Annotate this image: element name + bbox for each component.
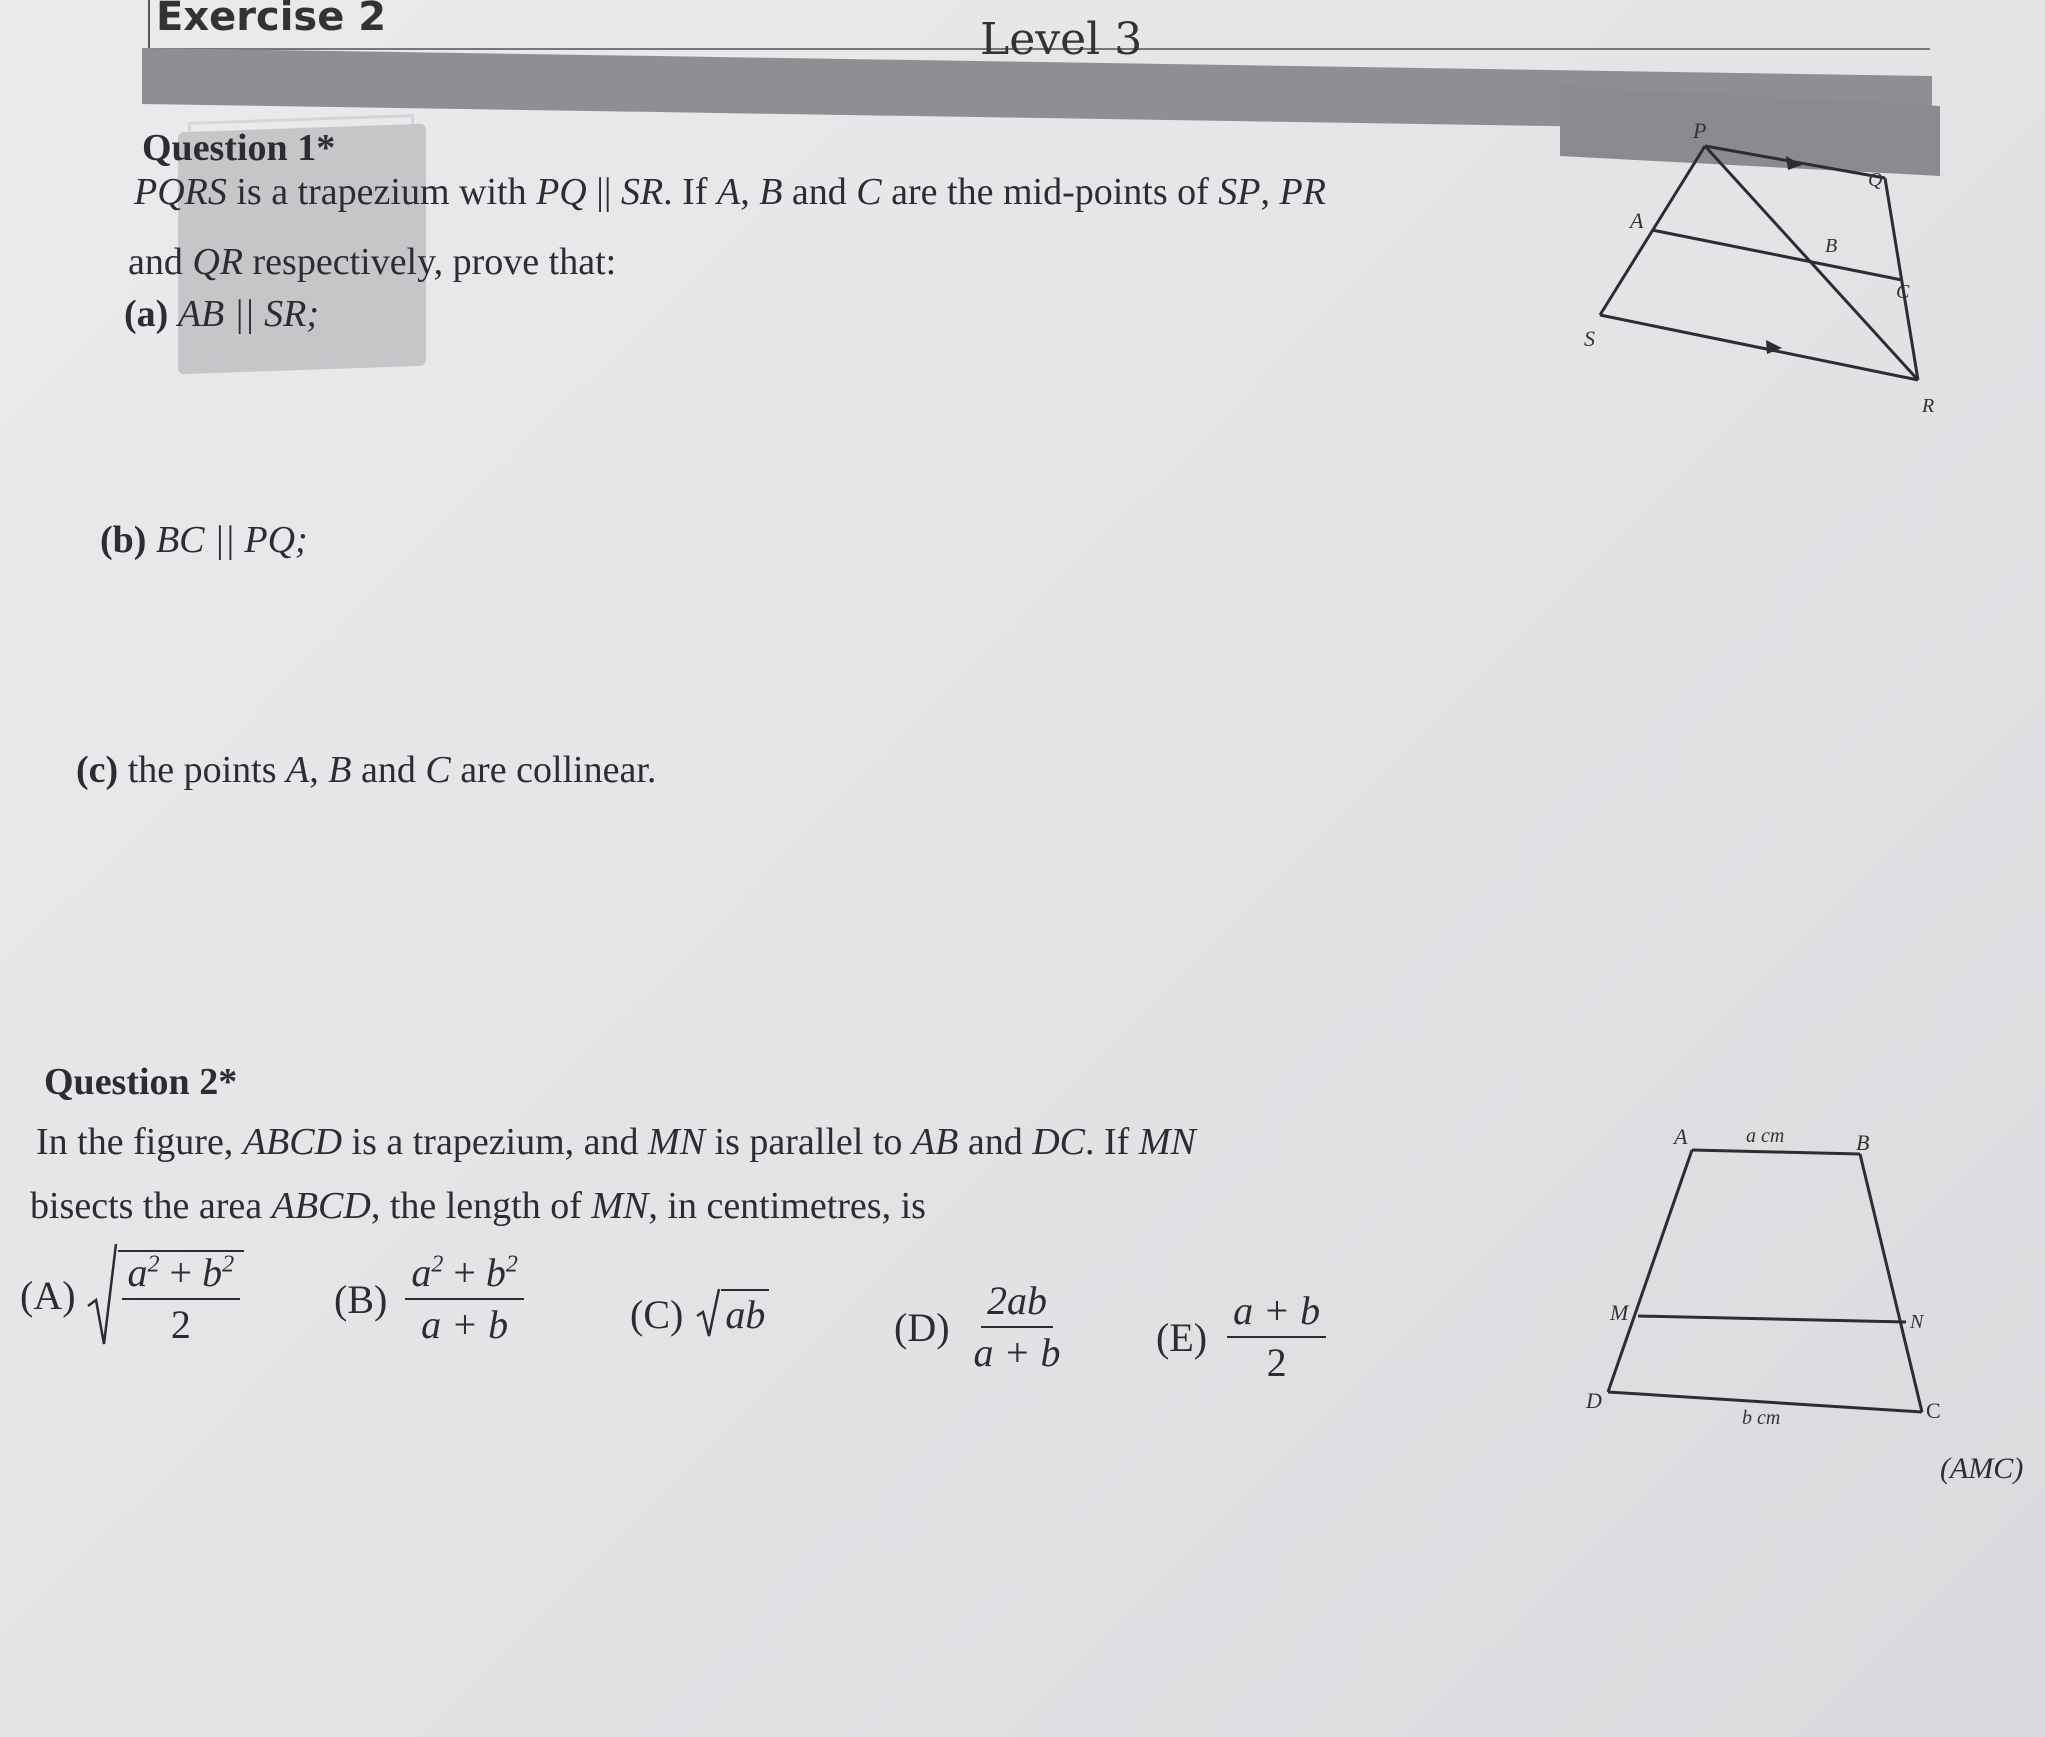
q1-label-q: Q: [1868, 169, 1883, 191]
q1-part-a: [124, 292, 319, 336]
q2-text: , in centimetres, is: [648, 1185, 926, 1227]
q1-sp: SP: [1218, 171, 1261, 213]
q2-abcd: ABCD: [271, 1185, 371, 1227]
exercise-title: Exercise 2: [156, 0, 387, 40]
q2-label-d: D: [1586, 1388, 1602, 1413]
q2-ab: AB: [911, 1121, 959, 1163]
q1-point-c: C: [856, 171, 882, 213]
q2-mn: MN: [1138, 1121, 1196, 1163]
q2-option-a-label: (A): [20, 1272, 76, 1318]
q1-pr: PR: [1279, 171, 1326, 213]
q2-text: , the length of: [370, 1185, 592, 1227]
q1-point-b: B: [759, 171, 783, 213]
q2-option-a-fraction: $\frac{a^2 + b^2}{2}$: [122, 1252, 241, 1346]
q2-option-c-sqrt: ab: [695, 1286, 769, 1338]
q2-option-b-fraction: $\frac{a^2 + b^2}{a + b}$: [405, 1252, 524, 1346]
q2-abcd: ABCD: [242, 1121, 343, 1163]
q1-trapezium-name: PQRS: [134, 171, 227, 213]
q1-sr: SR: [620, 171, 664, 213]
q1-comma: ,: [740, 171, 760, 213]
q1-text: respectively, prove that:: [243, 241, 617, 283]
q2-text: . If: [1085, 1121, 1139, 1163]
q2-label-a: A: [1674, 1124, 1688, 1149]
q2-label-n: N: [1910, 1311, 1924, 1333]
q2-mn: MN: [648, 1121, 706, 1163]
q1-part-c: [76, 748, 656, 792]
q2-label-top-length: a cm: [1746, 1125, 1785, 1147]
q2-mn: MN: [591, 1185, 649, 1227]
q2-option-a-sqrt: [86, 1240, 245, 1350]
q2-and: and: [958, 1121, 1033, 1163]
q2-text: is a trapezium, and: [342, 1121, 649, 1163]
q2-statement-line2: [30, 1184, 926, 1228]
q2-option-b-label: (B): [334, 1276, 388, 1322]
q2-label-b: B: [1856, 1130, 1870, 1155]
q2-option-e-label: (E): [1156, 1314, 1208, 1360]
q1-and: and: [782, 171, 857, 213]
q2-text: bisects the area: [30, 1185, 272, 1227]
q2-option-a: [20, 1240, 244, 1350]
q2-option-d: [894, 1280, 1061, 1374]
q1-trapezium-figure: [1560, 110, 1940, 420]
q1-statement-line1: [134, 170, 1326, 214]
q2-trapezium-figure: [1570, 1120, 1960, 1430]
q2-option-d-label: (D): [894, 1304, 950, 1350]
q1-part-a-label: (a): [124, 293, 169, 335]
q1-heading: Question 1*: [142, 127, 336, 169]
q2-option-c-label: (C): [630, 1292, 684, 1337]
q2-edge-ab: [1692, 1150, 1860, 1154]
q2-option-b: [334, 1252, 524, 1346]
q1-label-b: B: [1825, 235, 1838, 257]
q1-text: . If: [663, 171, 717, 213]
q2-option-e-fraction: $\frac{a + b}{2}$: [1227, 1290, 1326, 1384]
q2-statement-line1: [36, 1120, 1196, 1164]
q2-option-d-fraction: $\frac{2ab}{a + b}$: [973, 1278, 1061, 1375]
q1-label-s: S: [1584, 326, 1595, 351]
q1-text: and: [128, 241, 193, 283]
q1-text: is a trapezium with: [226, 171, 537, 213]
q1-edge-sr: [1600, 315, 1918, 380]
q1-comma: ,: [1260, 171, 1280, 213]
q2-label-m: M: [1610, 1300, 1629, 1325]
q1-text: the points: [118, 749, 287, 791]
q2-text: In the figure,: [36, 1121, 243, 1163]
q1-part-c-label: (c): [76, 749, 119, 791]
q1-comma: ,: [309, 749, 329, 791]
q1-part-b: [100, 518, 308, 562]
radical-sign-icon: [86, 1240, 118, 1350]
q2-heading: Question 2*: [44, 1061, 238, 1103]
q2-dc: DC: [1032, 1121, 1085, 1163]
q1-part-b-label: (b): [100, 519, 147, 561]
q1-qr: QR: [192, 241, 244, 283]
q1-point-b: B: [328, 749, 352, 791]
q2-edge-bc: [1860, 1154, 1922, 1412]
q1-label-p: P: [1693, 118, 1707, 143]
q1-pq: PQ: [536, 171, 587, 213]
q1-point-a: A: [286, 749, 310, 791]
q2-label-bottom-length: b cm: [1742, 1407, 1781, 1429]
q1-statement-line2: [128, 240, 616, 284]
q1-point-a: A: [716, 171, 741, 213]
q2-option-c: [630, 1286, 769, 1338]
q1-point-c: C: [425, 749, 451, 791]
q1-label-c: C: [1896, 281, 1910, 303]
q1-label-r: R: [1922, 395, 1935, 417]
q2-edge-ad: [1608, 1150, 1692, 1392]
q1-parallel: ||: [586, 171, 621, 213]
q2-text: is parallel to: [705, 1121, 912, 1163]
q2-label-c: C: [1926, 1398, 1941, 1423]
q1-line-abc: [1652, 230, 1902, 280]
q2-option-e: [1156, 1290, 1326, 1384]
q1-part-b-expr: BC || PQ;: [155, 519, 308, 561]
q1-and: and: [351, 749, 426, 791]
q1-label-a: A: [1630, 208, 1644, 233]
q1-text: are collinear.: [450, 749, 657, 791]
q1-part-a-expr: AB || SR;: [177, 293, 319, 335]
radical-sign-icon: [695, 1286, 721, 1338]
q2-segment-mn: [1638, 1316, 1906, 1322]
q2-source: (AMC): [1940, 1452, 2024, 1485]
q1-text: are the mid-points of: [881, 171, 1219, 213]
level-title: Level 3: [980, 14, 1143, 65]
